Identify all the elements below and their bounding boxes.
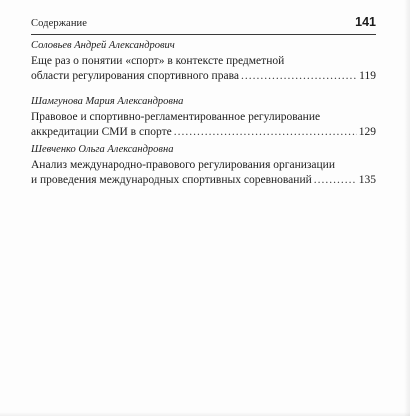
entry-page-number: 119 bbox=[359, 70, 376, 82]
page-bottom-shadow bbox=[0, 412, 410, 416]
entry-title-line: Правовое и спортивно-регламентированное регулирование bbox=[31, 111, 321, 123]
section-title: Содержание bbox=[31, 18, 88, 29]
entry-title-line: Еще раз о понятии «спорт» в контексте предметной bbox=[31, 55, 285, 67]
toc-entry bbox=[31, 39, 376, 84]
entry-title-last-line bbox=[31, 69, 376, 84]
entry-author: Соловьев Андрей Александрович bbox=[31, 40, 175, 51]
entry-page-number: 135 bbox=[358, 174, 376, 186]
page-number: 141 bbox=[355, 15, 376, 29]
entry-author: Шевченко Ольга Александровна bbox=[31, 144, 174, 155]
entry-title-line: и проведения международных спортивных соревнований bbox=[31, 174, 312, 186]
toc-entry bbox=[31, 95, 376, 140]
entry-page-number: 129 bbox=[358, 126, 376, 138]
toc-entry bbox=[31, 143, 376, 188]
entry-title-last-line bbox=[31, 125, 376, 140]
dot-leader bbox=[241, 69, 357, 84]
running-header bbox=[31, 15, 376, 33]
entry-title-last-line bbox=[31, 173, 376, 188]
entry-title-line: Анализ международно-правового регулирования организации bbox=[31, 159, 335, 171]
entry-title-line: аккредитации СМИ в спорте bbox=[31, 126, 172, 138]
dot-leader bbox=[174, 125, 357, 140]
entry-title-line: области регулирования спортивного права bbox=[31, 70, 239, 82]
entry-author: Шамгунова Мария Александровна bbox=[31, 96, 184, 107]
dot-leader bbox=[314, 173, 357, 188]
page-edge-shadow bbox=[404, 0, 410, 416]
header-divider bbox=[31, 34, 376, 35]
